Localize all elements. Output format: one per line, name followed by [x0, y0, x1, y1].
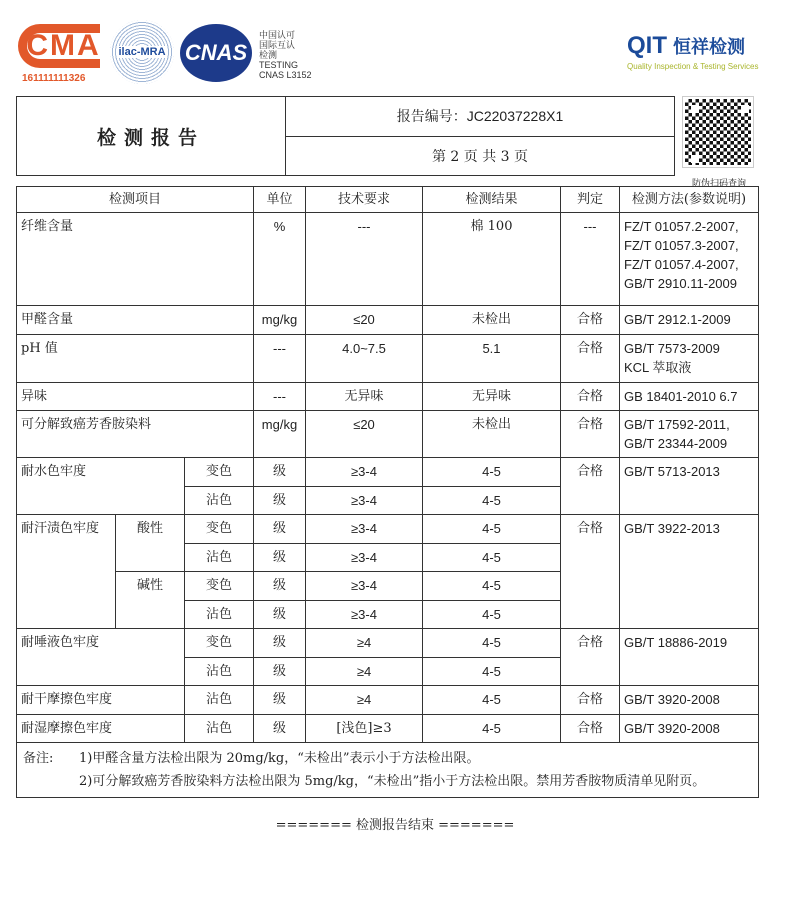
table-row: 沾色 级 ≥3-4 4-5 [17, 486, 759, 515]
results-table [16, 186, 759, 798]
table-row: 沾色 级 ≥4 4-5 [17, 657, 759, 686]
table-row: 耐干摩擦色牢度 沾色 级 ≥4 4-5 合格 GB/T 3920-2008 [17, 686, 759, 715]
note-line: 2)可分解致癌芳香胺染料方法检出限为 5mg/kg，“未检出”指小于方法检出限。禁用芳香胺物质清单见附页。 [79, 774, 706, 789]
cnas-text: 中国认可 国际互认 检测 TESTING CNAS L3152 [259, 30, 312, 80]
report-header [16, 96, 675, 176]
report-number: 报告编号：JC22037228X1 [286, 97, 674, 137]
table-row: 耐水色牢度 变色 级 ≥3-4 4-5 合格 GB/T 5713-2013 [17, 458, 759, 487]
table-row: 可分解致癌芳香胺染料 mg/kg ≤20 未检出 合格 GB/T 17592-2011, GB/T 23344-2009 [17, 411, 759, 458]
table-row: 纤维含量 % --- 棉 100 --- FZ/T 01057.2-2007, FZ/T 01057.3-2007, FZ/T 01057.4-2007, GB/T 2910.11-2009 [17, 213, 759, 306]
table-row: 异味 --- 无异味 无异味 合格 GB 18401-2010 6.7 [17, 383, 759, 411]
notes-label: 备注: [23, 751, 54, 766]
cnas-logo: CNAS [180, 24, 252, 82]
table-row: 耐汗渍色牢度 酸性 变色 级 ≥3-4 4-5 合格 GB/T 3922-2013 [17, 515, 759, 544]
page-indicator: 第 2 页 共 3 页 [431, 148, 529, 165]
qit-tagline: Quality Inspection & Testing Services [627, 62, 759, 71]
cma-number: 161111111326 [22, 73, 86, 84]
table-row: pH 值 --- 4.0~7.5 5.1 合格 GB/T 7573-2009 KCL 萃取液 [17, 335, 759, 383]
report-title: 检测报告 [17, 97, 286, 175]
note-line: 1)甲醛含量方法检出限为 20mg/kg，“未检出”表示小于方法检出限。 [79, 751, 480, 766]
table-row: 碱性 变色 级 ≥3-4 4-5 [17, 572, 759, 601]
table-row: 甲醛含量 mg/kg ≤20 未检出 合格 GB/T 2912.1-2009 [17, 306, 759, 335]
ilac-mra-logo: ilac-MRA [110, 20, 174, 84]
table-row: 耐湿摩擦色牢度 沾色 级 [浅色]≥3 4-5 合格 GB/T 3920-2008 [17, 714, 759, 743]
qr-caption: 防伪扫码查询 [692, 179, 747, 189]
notes-row [17, 743, 759, 798]
table-row: 耐唾液色牢度 变色 级 ≥4 4-5 合格 GB/T 18886-2019 [17, 629, 759, 658]
cma-logo: CMA [18, 24, 100, 68]
qit-logo: QIT 恒祥检测 [627, 32, 745, 59]
table-row: 沾色 级 ≥3-4 4-5 [17, 600, 759, 629]
table-row: 沾色 级 ≥3-4 4-5 [17, 543, 759, 572]
report-end: ======= 检测报告结束 ======= [275, 818, 515, 833]
table-header: 检测项目 单位 技术要求 检测结果 判定 检测方法(参数说明) [17, 187, 759, 213]
qr-code [683, 97, 753, 167]
